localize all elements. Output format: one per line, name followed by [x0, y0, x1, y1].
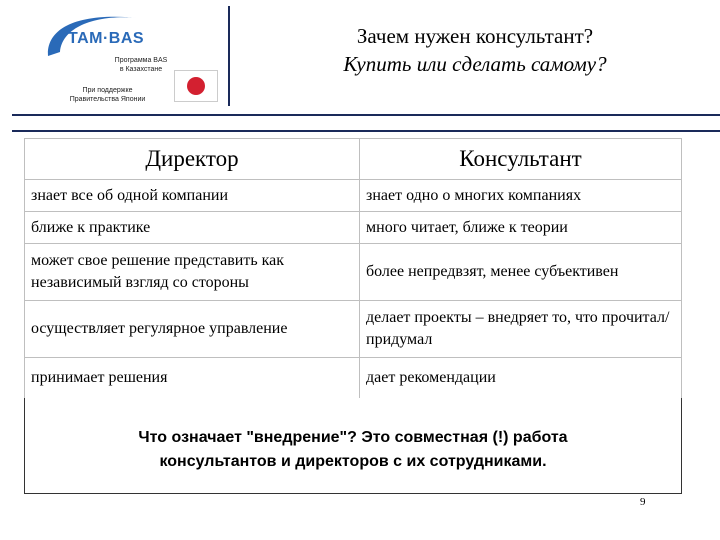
header-director: Директор	[25, 139, 360, 180]
cell-director: осуществляет регулярное управление	[25, 301, 360, 358]
cell-consultant: знает одно о многих компаниях	[360, 180, 682, 212]
cell-consultant: более непредвзят, менее субъективен	[360, 244, 682, 301]
comparison-table	[24, 138, 682, 398]
cell-consultant: дает рекомендации	[360, 358, 682, 399]
table-row	[25, 244, 682, 301]
table-row	[25, 301, 682, 358]
logo-text: TAM·BAS	[68, 30, 145, 47]
support-line-2: Правительства Японии	[69, 96, 146, 103]
cell-director: может свое решение представить как независимый взгляд со стороны	[25, 244, 360, 301]
summary-line-1: Что означает "внедрение"? Это совместная (!) работа	[138, 429, 568, 446]
table-header-row	[25, 139, 682, 180]
cell-director: знает все об одной компании	[25, 180, 360, 212]
page-number: 9	[640, 496, 646, 508]
tam-bas-logo	[38, 8, 218, 108]
table-row	[25, 212, 682, 244]
summary-text	[24, 426, 682, 474]
header-consultant: Консультант	[360, 139, 682, 180]
program-line-1: Программа BAS	[114, 57, 168, 64]
title-line: Зачем нужен консультант?	[356, 24, 594, 48]
subtitle-line: Купить или сделать самому?	[343, 52, 607, 76]
table-row	[25, 358, 682, 399]
cell-director: ближе к практике	[25, 212, 360, 244]
header-divider	[228, 6, 230, 106]
summary-line-2: консультантов и директоров с их сотрудниками.	[159, 453, 547, 470]
support-line-1: При поддержке	[82, 87, 133, 94]
japan-flag-icon	[174, 70, 218, 102]
flag-disc	[187, 77, 205, 95]
program-line-2: в Казахстане	[119, 66, 163, 73]
cell-consultant: много читает, ближе к теории	[360, 212, 682, 244]
cell-consultant: делает проекты – внедряет то, что прочитал/придумал	[360, 301, 682, 358]
support-caption	[60, 86, 155, 104]
header-rule-bottom	[12, 130, 720, 132]
header-rule-top	[12, 114, 720, 116]
cell-director: принимает решения	[25, 358, 360, 399]
table-row	[25, 180, 682, 212]
slide-title	[290, 22, 660, 78]
